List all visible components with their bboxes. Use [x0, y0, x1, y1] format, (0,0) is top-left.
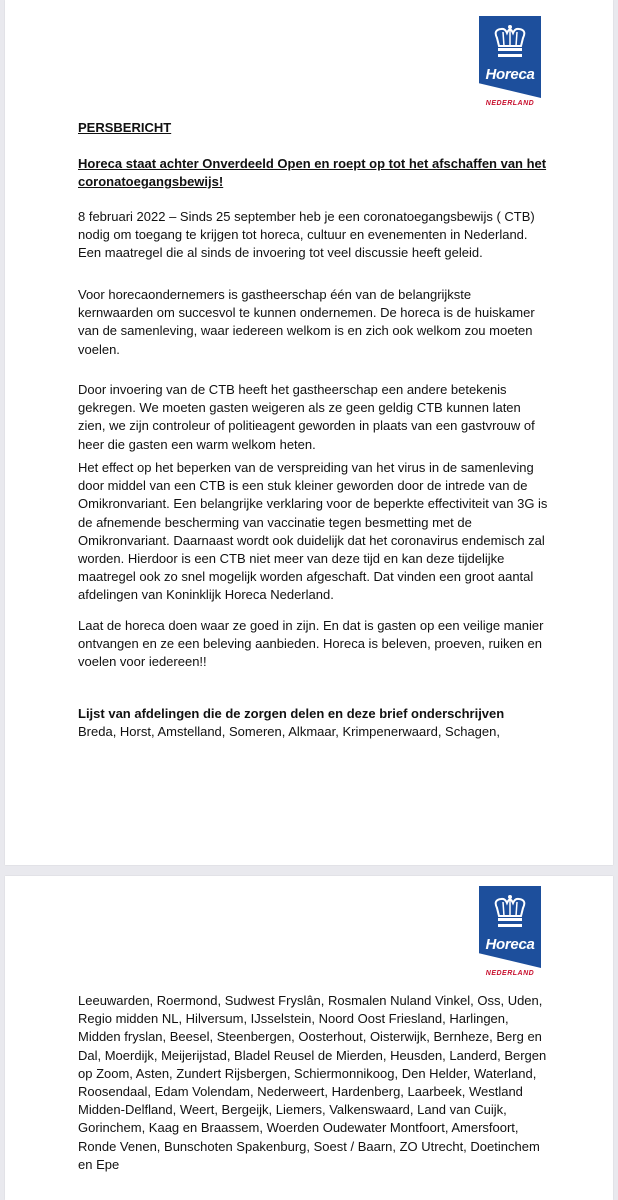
paragraph-text: Het effect op het beperken van de verspreiding van het virus in de samenleving door middel van een CTB is een stuk kleiner geworden door de intrede van de Omikronvariant. Een belangrijke verklaring voor de beperkte effectiviteit van 3G is de afnemende bescherming van vaccinatie tegen besmetting met de Omikronvariant. Daarnaast wordt ook duidelijk dat het coronavirus endemisch zal worden. Hierdoor is een CTB niet meer van deze tijd en kan deze tijdelijke maatregel ook zo snel mogelijk worden afgeschaft. Dat vinden een groot aantal afdelingen van Koninklijk Horeca Nederland.	[78, 460, 548, 603]
horeca-nederland-logo	[479, 16, 541, 110]
paragraph-text: Laat de horeca doen waar ze goed in zijn. En dat is gasten op een veilige manier ontvangen en ze een beleving aanbieden. Horeca is beleven, proeven, ruiken en voelen voor iedereen!!	[78, 618, 544, 670]
horeca-nederland-logo	[479, 886, 541, 980]
document-page-1	[5, 0, 613, 865]
press-title-text: Horeca staat achter Onverdeeld Open en roept op tot het afschaffen van het coronatoegangsbewijs!	[78, 156, 547, 190]
list-start	[78, 723, 548, 741]
logo-subtitle: NEDERLAND	[485, 100, 535, 107]
list-continued-text: Leeuwarden, Roermond, Sudwest Fryslân, Rosmalen Nuland Vinkel, Oss, Uden, Regio midden NL, Hilversum, IJsselstein, Noord Oost Friesland, Harlingen, Midden fryslan, Beesel, Steenbergen, Oosterhout, Oisterwijk, Bernheze, Berg en Dal, Moerdijk, Meijerijstad, Bladel Reusel de Mierden, Heusden, Landerd, Bergen op Zoom, Asten, Zundert Rijsbergen, Schiermonnikoog, Den Helder, Waterland, Roosendaal, Edam Volendam, Nederweert, Hardenberg, Laarbeek, Westland Midden-Delfland, Weert, Bergeijk, Liemers, Valkenswaard, Land van Cuijk, Gorinchem, Kaag en Braassem, Woerden Oudewater Montfoort, Amersfoort, Ronde Venen, Bunschoten Spakenburg, Soest / Baarn, ZO Utrecht, Doetinchem en Epe	[78, 993, 547, 1172]
list-start-text: Breda, Horst, Amstelland, Someren, Alkmaar, Krimpenerwaard, Schagen,	[78, 724, 500, 739]
paragraph-5	[78, 617, 548, 672]
press-label	[78, 119, 548, 137]
press-label-text: PERSBERICHT	[78, 120, 172, 135]
logo-word: Horeca	[485, 936, 535, 953]
document-page-2	[5, 876, 613, 1200]
logo-word: Horeca	[485, 66, 535, 83]
list-heading-text: Lijst van afdelingen die de zorgen delen en deze brief onderschrijven	[78, 706, 505, 721]
crown-icon	[489, 24, 531, 64]
list-heading	[78, 705, 548, 723]
paragraph-1	[78, 208, 548, 263]
paragraph-text: Voor horecaondernemers is gastheerschap één van de belangrijkste kernwaarden om succesvol te kunnen ondernemen. De horeca is de huiskamer van de samenleving, waar iedereen welkom is en zich ook welkom zou moeten voelen.	[78, 287, 535, 357]
press-title	[78, 155, 548, 191]
paragraph-text: 8 februari 2022 – Sinds 25 september heb je een coronatoegangsbewijs ( CTB) nodig om toegang te krijgen tot horeca, cultuur en evenementen in Nederland. Een maatregel die al sinds de invoering tot veel discussie heeft geleid.	[78, 209, 535, 261]
paragraph-text: Door invoering van de CTB heeft het gastheerschap een andere betekenis gekregen. We moeten gasten weigeren als ze geen geldig CTB kunnen laten zien, we zijn controleur of politieagent geworden in plaats van een gastvrouw of heer die gasten een warm welkom heten.	[78, 382, 535, 452]
paragraph-4	[78, 459, 548, 605]
paragraph-3	[78, 381, 548, 454]
crown-icon	[489, 894, 531, 934]
list-continued	[78, 992, 548, 1174]
paragraph-2	[78, 286, 548, 359]
logo-subtitle: NEDERLAND	[485, 970, 535, 977]
